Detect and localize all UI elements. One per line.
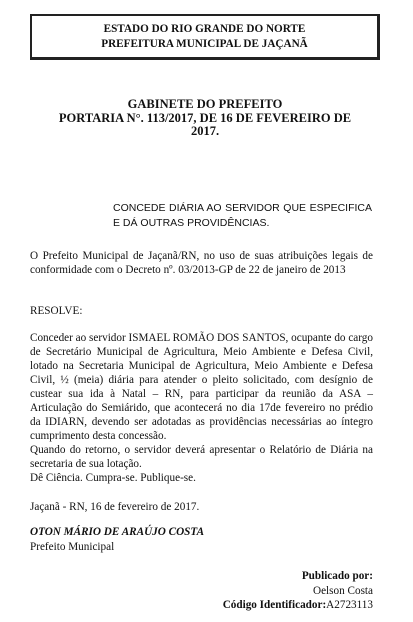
publication-info: [223, 569, 373, 613]
paragraph-grant: Conceder ao servidor ISMAEL ROMÃO DOS SANTOS, ocupante do cargo de Secretário Municipal de Agricultura, Meio Ambiente e Defesa Civil, lotado na Secretaria Municipal de Agricultura, Meio Ambiente e Defesa Civil, ½ (meia) diária para atender o pleito solicitado, com desígnio de custear sua ida à Natal – RN, para participar da reunião da ASA – Articulação do Semiárido, que acontecerá no dia 17de fevereiro no prédio da IDIARN, devendo ser adotadas as providências necessárias ao íntegro cumprimento desta concessão.: [30, 332, 373, 442]
ementa: CONCEDE DIÁRIA AO SERVIDOR QUE ESPECIFICA E DÁ OUTRAS PROVIDÊNCIAS.: [113, 202, 372, 229]
document-title: [30, 98, 380, 139]
paragraph-return: Quando do retorno, o servidor deverá apresentar o Relatório de Diária na secretaria de sua lotação.: [30, 444, 373, 470]
identifier-code: A2723113: [326, 599, 373, 611]
header-state: ESTADO DO RIO GRANDE DO NORTE: [103, 22, 306, 35]
publisher-name: Oelson Costa: [313, 584, 373, 597]
title-office: GABINETE DO PREFEITO: [127, 97, 283, 111]
preamble: O Prefeito Municipal de Jaçanã/RN, no uso de suas atribuições legais de conformidade com o Decreto nº. 03/2013-GP de 22 de janeiro de 2013: [30, 250, 373, 276]
paragraph-closing: Dê Ciência. Cumpra-se. Publique-se.: [30, 472, 196, 484]
header-box: [30, 14, 380, 60]
identifier-line: [223, 598, 373, 613]
title-year: 2017.: [190, 124, 220, 138]
signer-name: OTON MÁRIO DE ARAÚJO COSTA: [30, 526, 205, 538]
title-portaria: PORTARIA N°. 113/2017, DE 16 DE FEVEREIRO DE: [58, 110, 352, 125]
resolve-heading: RESOLVE:: [30, 305, 83, 317]
resolution-body: [30, 331, 373, 485]
header-prefecture: PREFEITURA MUNICIPAL DE JAÇANÃ: [101, 37, 308, 50]
identifier-label: Código Identificador:: [222, 599, 327, 611]
published-by-label: Publicado por:: [301, 570, 373, 582]
signer-role: Prefeito Municipal: [30, 541, 115, 553]
document-date: Jaçanã - RN, 16 de fevereiro de 2017.: [30, 501, 200, 513]
